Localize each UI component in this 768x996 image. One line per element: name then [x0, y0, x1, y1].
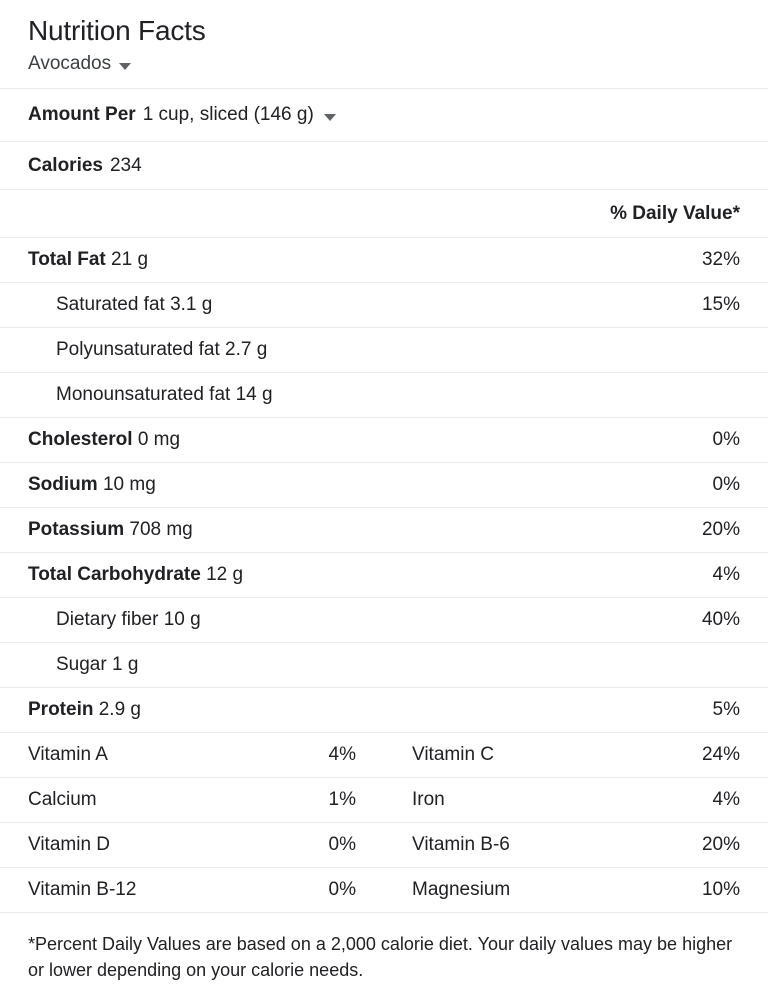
vitamin-value: 1% [328, 789, 356, 810]
table-row [0, 688, 768, 733]
nutrient-dv: 0% [712, 429, 740, 450]
table-row [0, 553, 768, 598]
nutrient-label [56, 654, 138, 676]
vitamin-cell [28, 789, 384, 811]
nutrient-amount: 12 g [206, 564, 244, 585]
chevron-down-icon[interactable] [119, 63, 131, 70]
nutrient-label [28, 429, 180, 451]
nutrient-amount: 2.9 g [98, 699, 141, 720]
table-row [0, 823, 768, 868]
panel-header [0, 0, 768, 89]
table-row [0, 283, 768, 328]
nutrient-amount: 14 g [235, 384, 273, 405]
vitamin-cell [28, 834, 384, 856]
vitamin-label: Vitamin C [412, 744, 495, 765]
nutrient-dv: 32% [701, 249, 740, 270]
nutrient-amount: 10 mg [102, 474, 156, 495]
nutrient-name: Monounsaturated fat [56, 384, 231, 405]
serving-size-value: 1 cup, sliced (146 g) [142, 104, 314, 125]
nutrient-dv: 15% [701, 294, 740, 315]
vitamin-label: Magnesium [412, 879, 511, 900]
nutrient-name: Cholesterol [28, 429, 133, 450]
amount-per-bold: Amount Per [28, 104, 136, 125]
nutrient-amount: 21 g [111, 249, 149, 270]
daily-value-footnote: *Percent Daily Values are based on a 2,000 calorie diet. Your daily values may be higher or lower depending on your calorie needs. [28, 934, 733, 980]
vitamin-label: Calcium [28, 789, 97, 810]
vitamin-value: 10% [701, 879, 740, 900]
table-row [0, 778, 768, 823]
daily-value-header-row [0, 190, 768, 238]
vitamin-value: 4% [328, 744, 356, 765]
vitamin-label: Vitamin D [28, 834, 111, 855]
vitamin-label: Iron [412, 789, 445, 810]
table-row [0, 463, 768, 508]
nutrient-label [56, 294, 212, 316]
nutrient-label [56, 609, 201, 631]
vitamin-value: 0% [328, 834, 356, 855]
nutrient-dv: 40% [701, 609, 740, 630]
nutrient-label [56, 339, 267, 361]
nutrient-dv: 5% [712, 699, 740, 720]
nutrient-amount: 10 g [163, 609, 201, 630]
food-name: Avocados [28, 53, 112, 74]
page-title: Nutrition Facts [28, 15, 206, 46]
nutrient-amount: 0 mg [137, 429, 181, 450]
vitamin-value: 0% [328, 879, 356, 900]
table-row [0, 868, 768, 913]
table-row [0, 238, 768, 283]
nutrient-name: Protein [28, 699, 94, 720]
nutrient-label [56, 384, 273, 406]
daily-value-header: % Daily Value* [610, 202, 740, 224]
nutrient-label [28, 564, 243, 586]
table-row [0, 328, 768, 373]
calories-row [0, 142, 768, 190]
nutrient-amount: 708 mg [129, 519, 193, 540]
nutrient-name: Total Fat [28, 249, 106, 270]
nutrient-amount: 3.1 g [170, 294, 213, 315]
nutrient-amount: 1 g [111, 654, 139, 675]
serving-size-row[interactable] [0, 89, 768, 142]
nutrient-name: Saturated fat [56, 294, 165, 315]
chevron-down-icon[interactable] [324, 114, 336, 121]
vitamin-value: 20% [701, 834, 740, 855]
nutrient-dv: 4% [712, 564, 740, 585]
amount-per-label [28, 103, 136, 127]
nutrient-name: Sodium [28, 474, 98, 495]
vitamin-cell [384, 879, 740, 901]
nutrient-label [28, 519, 193, 541]
nutrient-name: Sugar [56, 654, 107, 675]
nutrient-amount: 2.7 g [225, 339, 268, 360]
nutrient-name: Polyunsaturated fat [56, 339, 220, 360]
vitamin-cell [384, 744, 740, 766]
vitamin-cell [384, 789, 740, 811]
vitamin-cell [28, 744, 384, 766]
vitamin-label: Vitamin B-12 [28, 879, 137, 900]
nutrient-name: Total Carbohydrate [28, 564, 201, 585]
table-row [0, 733, 768, 778]
table-row [0, 418, 768, 463]
table-row [0, 598, 768, 643]
nutrient-name: Dietary fiber [56, 609, 159, 630]
nutrient-dv: 0% [712, 474, 740, 495]
vitamin-cell [28, 879, 384, 901]
nutrient-dv: 20% [701, 519, 740, 540]
nutrient-label [28, 699, 141, 721]
vitamin-value: 4% [712, 789, 740, 810]
table-row [0, 508, 768, 553]
calories-value: 234 [109, 154, 142, 176]
vitamin-cell [384, 834, 740, 856]
vitamin-label: Vitamin B-6 [412, 834, 510, 855]
vitamin-label: Vitamin A [28, 744, 108, 765]
vitamin-value: 24% [701, 744, 740, 765]
calories-label: Calories [28, 154, 103, 176]
table-row [0, 373, 768, 418]
nutrient-name: Potassium [28, 519, 125, 540]
nutrient-label [28, 249, 148, 271]
table-row [0, 643, 768, 688]
nutrient-label [28, 474, 156, 496]
food-selector[interactable] [28, 52, 740, 76]
